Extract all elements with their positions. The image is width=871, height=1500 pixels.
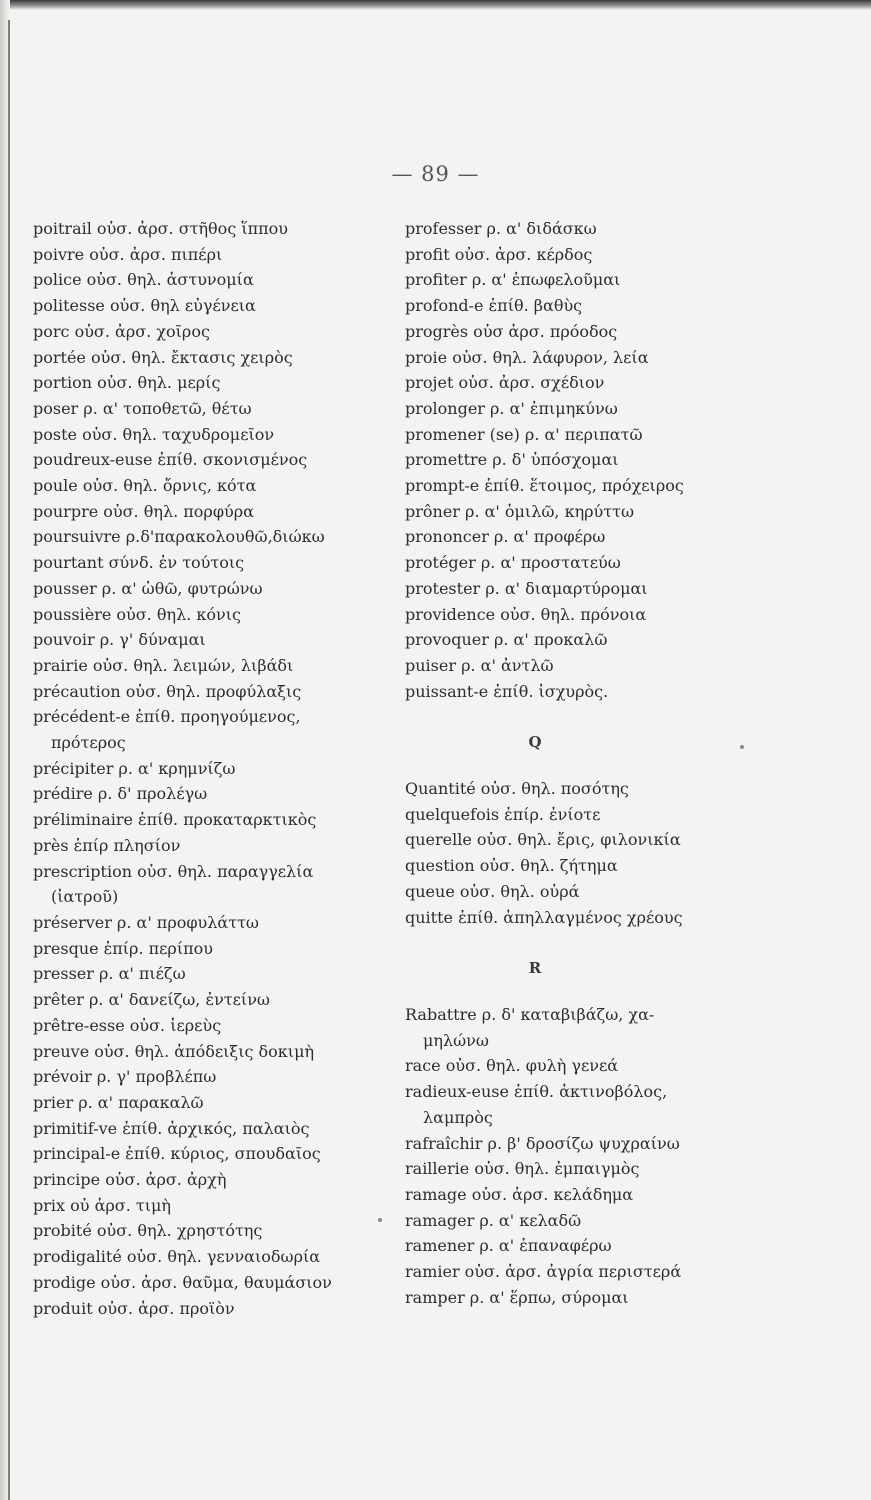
dictionary-entry: professer ρ. α' διδάσκω bbox=[405, 219, 597, 238]
dictionary-entry: prédire ρ. δ' προλέγω bbox=[33, 784, 208, 804]
dictionary-entry: principe οὐσ. ἀρσ. ἀρχὴ bbox=[33, 1170, 227, 1190]
right-column bbox=[405, 216, 750, 1310]
page-number: — 89 — bbox=[391, 162, 480, 186]
dictionary-entry: primitif-ve ἐπίθ. ἀρχικός, παλαιὸς bbox=[33, 1118, 310, 1138]
dictionary-entry: précipiter ρ. α' κρημνίζω bbox=[33, 758, 236, 778]
dictionary-entry: promettre ρ. δ' ὑπόσχομαι bbox=[405, 450, 619, 470]
dictionary-entry-continuation: μηλώνω bbox=[423, 1030, 489, 1050]
dictionary-entry: prodige οὐσ. ἀρσ. θαῦμα, θαυμάσιον bbox=[33, 1272, 332, 1292]
dictionary-entry: prescription οὐσ. θηλ. παραγγελία bbox=[33, 861, 314, 881]
dictionary-entry: produit οὐσ. ἀρσ. προϊὸν bbox=[33, 1298, 235, 1318]
section-letter-r: R bbox=[528, 959, 542, 978]
dictionary-entry: Quantité οὐσ. θηλ. ποσότης bbox=[405, 779, 629, 799]
dictionary-entry: poivre οὐσ. ἀρσ. πιπέρι bbox=[33, 244, 223, 264]
dictionary-entry: prévoir ρ. γ' προβλέπω bbox=[33, 1067, 217, 1087]
dictionary-entry-continuation: πρότερος bbox=[51, 733, 126, 753]
dictionary-entry: quitte ἐπίθ. ἀπηλλαγμένος χρέους bbox=[405, 907, 683, 927]
dictionary-entry: preuve οὐσ. θηλ. ἀπόδειξις δοκιμὴ bbox=[33, 1041, 315, 1061]
dictionary-entry: profond-e ἐπίθ. βαθὺς bbox=[405, 296, 583, 316]
dictionary-entry: profiter ρ. α' ἐπωφελοῦμαι bbox=[405, 270, 621, 290]
dictionary-entry: portée οὐσ. θηλ. ἔκτασις χειρὸς bbox=[33, 347, 293, 367]
dictionary-entry: presque ἐπίρ. περίπου bbox=[33, 938, 213, 958]
dictionary-entry: ramper ρ. α' ἕρπω, σύρομαι bbox=[405, 1287, 629, 1307]
print-speck bbox=[740, 745, 744, 749]
dictionary-entry: portion οὐσ. θηλ. μερίς bbox=[33, 373, 221, 393]
dictionary-entry: poursuivre ρ.δ'παρακολουθῶ,διώκω bbox=[33, 527, 325, 547]
dictionary-entry: presser ρ. α' πιέζω bbox=[33, 964, 186, 984]
dictionary-entry: prodigalité οὐσ. θηλ. γενναιοδωρία bbox=[33, 1247, 321, 1267]
dictionary-entry: provoquer ρ. α' προκαλῶ bbox=[405, 630, 608, 650]
dictionary-entry: ramener ρ. α' ἐπαναφέρω bbox=[405, 1236, 612, 1256]
dictionary-entry: prairie οὐσ. θηλ. λειμών, λιβάδι bbox=[33, 655, 294, 675]
dictionary-entry: rafraîchir ρ. β' δροσίζω ψυχραίνω bbox=[405, 1133, 680, 1153]
dictionary-entry: profit οὐσ. ἀρσ. κέρδος bbox=[405, 244, 593, 264]
dictionary-entry: probité οὐσ. θηλ. χρηστότης bbox=[33, 1221, 263, 1241]
left-column bbox=[33, 216, 378, 1321]
dictionary-entry: prier ρ. α' παρακαλῶ bbox=[33, 1092, 204, 1112]
dictionary-entry: providence οὐσ. θηλ. πρόνοια bbox=[405, 604, 647, 624]
dictionary-entry: police οὐσ. θηλ. ἀστυνομία bbox=[33, 270, 254, 290]
dictionary-entry-continuation: (ἰατροῦ) bbox=[51, 887, 119, 907]
dictionary-entry: porc οὐσ. ἀρσ. χοῖρος bbox=[33, 321, 210, 341]
dictionary-entry: question οὐσ. θηλ. ζήτημα bbox=[405, 856, 618, 876]
dictionary-entry: poser ρ. α' τοποθετῶ, θέτω bbox=[33, 398, 252, 418]
dictionary-entry: protéger ρ. α' προστατεύω bbox=[405, 553, 621, 573]
section-letter-q: Q bbox=[528, 733, 542, 752]
dictionary-entry: progrès οὐσ ἀρσ. πρόοδος bbox=[405, 321, 618, 341]
dictionary-entry: pousser ρ. α' ὠθῶ, φυτρώνω bbox=[33, 578, 263, 598]
dictionary-entry: puissant-e ἐπίθ. ἰσχυρὸς. bbox=[405, 681, 609, 701]
dictionary-entry: poste οὐσ. θηλ. ταχυδρομεῖον bbox=[33, 424, 275, 444]
dictionary-entry: puiser ρ. α' ἀντλῶ bbox=[405, 655, 554, 675]
dictionary-entry: préserver ρ. α' προφυλάττω bbox=[33, 912, 259, 932]
dictionary-entry: promener (se) ρ. α' περιπατῶ bbox=[405, 424, 643, 444]
binding-line bbox=[8, 20, 10, 1500]
page-top-edge bbox=[0, 0, 871, 10]
dictionary-entry: politesse οὐσ. θηλ εὐγένεια bbox=[33, 296, 256, 316]
dictionary-entry: Rabattre ρ. δ' καταβιβάζω, χα- bbox=[405, 1004, 655, 1024]
dictionary-entry: principal-e ἐπίθ. κύριος, σπουδαῖος bbox=[33, 1144, 321, 1164]
dictionary-entry: poule οὐσ. θηλ. ὄρνις, κότα bbox=[33, 476, 257, 496]
dictionary-entry: protester ρ. α' διαμαρτύρομαι bbox=[405, 578, 648, 598]
dictionary-entry: pouvoir ρ. γ' δύναμαι bbox=[33, 630, 206, 650]
dictionary-entry: raillerie οὐσ. θηλ. ἐμπαιγμὸς bbox=[405, 1159, 640, 1179]
dictionary-entry: pourtant σύνδ. ἐν τούτοις bbox=[33, 553, 245, 573]
dictionary-entry: pourpre οὐσ. θηλ. πορφύρα bbox=[33, 501, 254, 521]
dictionary-entry-continuation: λαμπρὸς bbox=[423, 1107, 493, 1127]
dictionary-entry: prôner ρ. α' ὁμιλῶ, κηρύττω bbox=[405, 501, 635, 521]
dictionary-entry: quelquefois ἐπίρ. ἐνίοτε bbox=[405, 804, 601, 824]
dictionary-entry: prix οὐ ἀρσ. τιμὴ bbox=[33, 1195, 171, 1215]
dictionary-entry: près ἐπίρ πλησίον bbox=[33, 835, 181, 855]
dictionary-entry: radieux-euse ἐπίθ. ἀκτινοβόλος, bbox=[405, 1082, 668, 1102]
dictionary-entry: prompt-e ἐπίθ. ἕτοιμος, πρόχειρος bbox=[405, 476, 684, 496]
dictionary-entry: prêter ρ. α' δανείζω, ἐντείνω bbox=[33, 990, 270, 1010]
dictionary-entry: prononcer ρ. α' προφέρω bbox=[405, 527, 606, 547]
dictionary-entry: ramier οὐσ. ἀρσ. ἀγρία περιστερά bbox=[405, 1262, 682, 1282]
dictionary-entry: prêtre-esse οὐσ. ἱερεὺς bbox=[33, 1015, 222, 1035]
dictionary-entry: précaution οὐσ. θηλ. προφύλαξις bbox=[33, 681, 302, 701]
dictionary-entry: poussière οὐσ. θηλ. κόνις bbox=[33, 604, 241, 624]
dictionary-entry: préliminaire ἐπίθ. προκαταρκτικὸς bbox=[33, 810, 317, 830]
dictionary-entry: ramager ρ. α' κελαδῶ bbox=[405, 1210, 582, 1230]
dictionary-entry: queue οὐσ. θηλ. οὐρά bbox=[405, 881, 580, 901]
print-speck bbox=[378, 1218, 382, 1222]
dictionary-entry: poudreux-euse ἐπίθ. σκονισμένος bbox=[33, 450, 308, 470]
dictionary-entry: ramage οὐσ. ἀρσ. κελάδημα bbox=[405, 1184, 634, 1204]
dictionary-entry: précédent-e ἐπίθ. προηγούμενος, bbox=[33, 707, 301, 727]
dictionary-entry: proie οὐσ. θηλ. λάφυρον, λεία bbox=[405, 347, 649, 367]
dictionary-entry: projet οὐσ. ἀρσ. σχέδιον bbox=[405, 373, 605, 393]
dictionary-entry: poitrail οὐσ. ἀρσ. στῆθος ἵππου bbox=[33, 219, 289, 238]
dictionary-entry: prolonger ρ. α' ἐπιμηκύνω bbox=[405, 398, 618, 418]
dictionary-entry: querelle οὐσ. θηλ. ἔρις, φιλονικία bbox=[405, 830, 681, 850]
dictionary-entry: race οὐσ. θηλ. φυλὴ γενεά bbox=[405, 1056, 619, 1076]
